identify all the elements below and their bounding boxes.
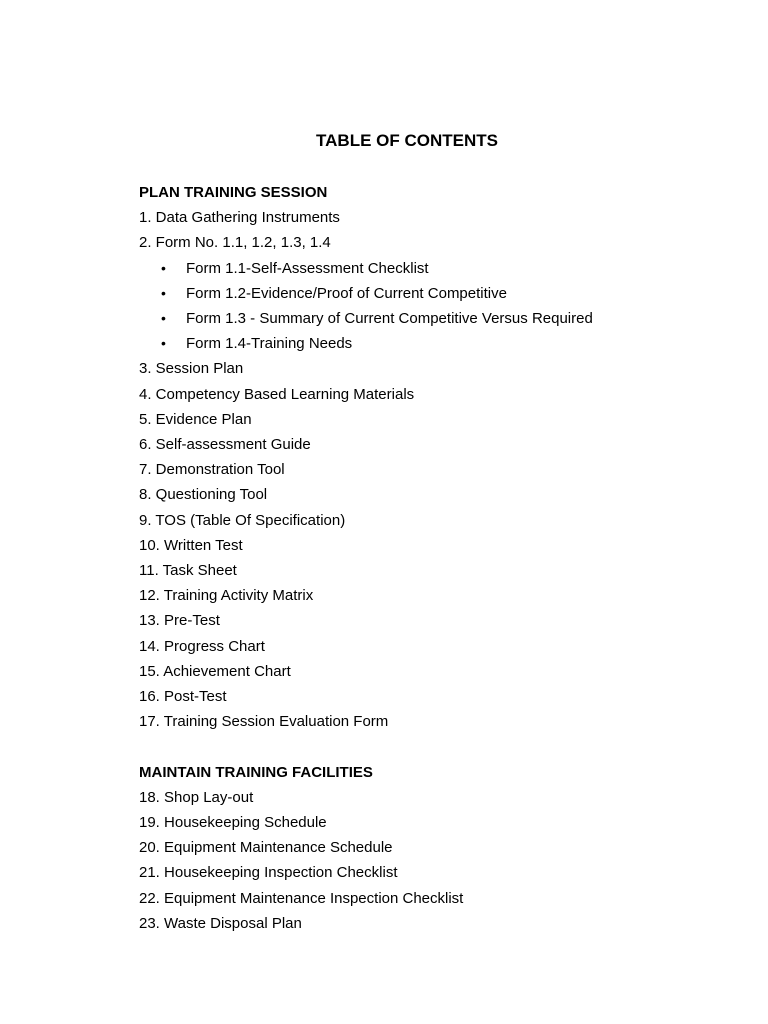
- toc-item: 19. Housekeeping Schedule: [139, 814, 327, 832]
- toc-item: 16. Post-Test: [139, 688, 227, 706]
- section-heading-maintain-training-facilities: MAINTAIN TRAINING FACILITIES: [139, 763, 373, 781]
- toc-item: 14. Progress Chart: [139, 637, 265, 655]
- section-spacer: [139, 734, 739, 759]
- toc-list-plan-b: [139, 356, 739, 734]
- section-heading-plan-training-session: PLAN TRAINING SESSION: [139, 184, 328, 201]
- bullet-icon: •: [161, 259, 166, 276]
- bullet-icon: •: [161, 310, 166, 327]
- toc-item: 9. TOS (Table Of Specification): [139, 511, 346, 529]
- page-title: TABLE OF CONTENTS: [316, 131, 498, 150]
- toc-item: 20. Equipment Maintenance Schedule: [139, 839, 393, 857]
- toc-content: [139, 180, 739, 936]
- toc-item: 1. Data Gathering Instruments: [139, 209, 340, 227]
- toc-item: 2. Form No. 1.1, 1.2, 1.3, 1.4: [139, 234, 331, 252]
- toc-subitem-label: Form 1.3 - Summary of Current Competitive Versus Required: [186, 310, 593, 328]
- toc-item: 8. Questioning Tool: [139, 486, 268, 504]
- toc-item: 5. Evidence Plan: [139, 410, 252, 428]
- toc-subitem: [139, 306, 739, 331]
- toc-subitem: [139, 256, 739, 281]
- toc-item: 12. Training Activity Matrix: [139, 587, 314, 605]
- toc-subitem-label: Form 1.1-Self-Assessment Checklist: [186, 259, 429, 277]
- toc-item: 13. Pre-Test: [139, 612, 220, 630]
- toc-subitem-label: Form 1.2-Evidence/Proof of Current Competitive: [186, 284, 507, 302]
- toc-item: 6. Self-assessment Guide: [139, 436, 311, 454]
- toc-subitem: [139, 331, 739, 356]
- toc-item: 18. Shop Lay-out: [139, 788, 254, 806]
- bullet-icon: •: [161, 284, 166, 301]
- toc-item: 3. Session Plan: [139, 360, 244, 378]
- toc-item: 21. Housekeeping Inspection Checklist: [139, 864, 398, 882]
- toc-sublist-forms: [139, 256, 739, 357]
- toc-item: 23. Waste Disposal Plan: [139, 914, 302, 932]
- toc-item: 22. Equipment Maintenance Inspection Checklist: [139, 889, 464, 907]
- toc-subitem: [139, 281, 739, 306]
- toc-item: 15. Achievement Chart: [139, 662, 291, 680]
- toc-item: 10. Written Test: [139, 536, 243, 554]
- toc-list-maintain: [139, 785, 739, 936]
- toc-item: 11. Task Sheet: [139, 562, 237, 580]
- bullet-icon: •: [161, 335, 166, 352]
- toc-item: 17. Training Session Evaluation Form: [139, 713, 389, 731]
- toc-item: 7. Demonstration Tool: [139, 461, 285, 479]
- toc-item: 4. Competency Based Learning Materials: [139, 385, 415, 403]
- toc-list-plan-a: [139, 205, 739, 255]
- toc-subitem-label: Form 1.4-Training Needs: [186, 335, 353, 353]
